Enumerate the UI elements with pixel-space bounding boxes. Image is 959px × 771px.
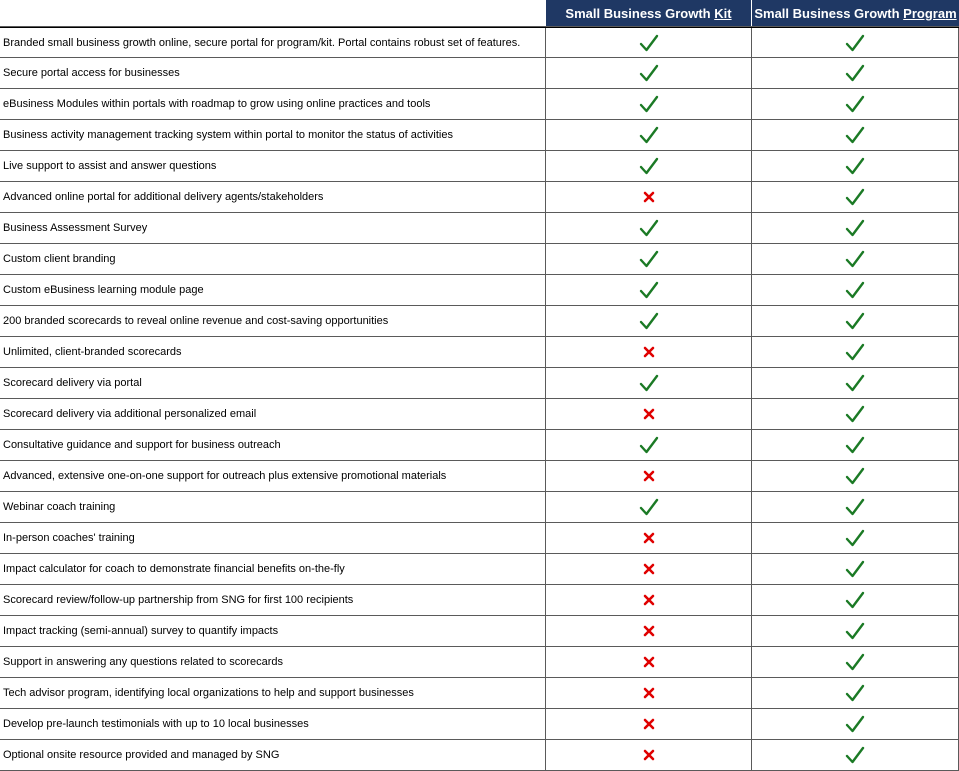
program-cell: [751, 213, 959, 243]
checkmark-icon: [845, 64, 865, 82]
checkmark-icon: [845, 591, 865, 609]
header-program-prefix: Small Business Growth: [754, 5, 904, 21]
checkmark-icon: [845, 467, 865, 485]
cross-icon: [643, 594, 655, 606]
checkmark-icon: [845, 684, 865, 702]
feature-label: Live support to assist and answer questions: [3, 160, 217, 172]
checkmark-icon: [639, 498, 659, 516]
checkmark-icon: [845, 529, 865, 547]
table-row: [0, 399, 959, 430]
feature-label: Advanced, extensive one-on-one support for outreach plus extensive promotional materials: [3, 470, 447, 482]
checkmark-icon: [845, 498, 865, 516]
checkmark-icon: [845, 715, 865, 733]
feature-label: Impact calculator for coach to demonstrate financial benefits on-the-fly: [3, 563, 345, 575]
checkmark-icon: [639, 219, 659, 237]
feature-label: Scorecard review/follow-up partnership from SNG for first 100 recipients: [3, 594, 354, 606]
kit-cell: [545, 120, 751, 150]
kit-cell: [545, 616, 751, 646]
checkmark-icon: [845, 405, 865, 423]
table-row: [0, 182, 959, 213]
feature-label: Custom client branding: [3, 253, 116, 265]
cross-icon: [643, 687, 655, 699]
checkmark-icon: [845, 250, 865, 268]
table-row: [0, 647, 959, 678]
program-cell: [751, 275, 959, 305]
program-cell: [751, 151, 959, 181]
checkmark-icon: [639, 312, 659, 330]
kit-cell: [545, 275, 751, 305]
kit-cell: [545, 306, 751, 336]
cross-icon: [643, 625, 655, 637]
kit-cell: [545, 213, 751, 243]
program-cell: [751, 461, 959, 491]
kit-cell: [545, 368, 751, 398]
checkmark-icon: [639, 95, 659, 113]
program-cell: [751, 182, 959, 212]
cross-icon: [643, 191, 655, 203]
feature-label: Optional onsite resource provided and managed by SNG: [3, 749, 280, 761]
program-cell: [751, 554, 959, 584]
cross-icon: [643, 563, 655, 575]
table-row: [0, 368, 959, 399]
checkmark-icon: [639, 250, 659, 268]
kit-cell: [545, 28, 751, 57]
header-kit: [545, 0, 751, 26]
table-row: [0, 430, 959, 461]
feature-label: Consultative guidance and support for business outreach: [3, 439, 281, 451]
table-row: [0, 709, 959, 740]
cross-icon: [643, 718, 655, 730]
program-cell: [751, 399, 959, 429]
kit-cell: [545, 244, 751, 274]
table-row: [0, 554, 959, 585]
checkmark-icon: [845, 34, 865, 52]
table-row: [0, 275, 959, 306]
table-row: [0, 461, 959, 492]
checkmark-icon: [845, 126, 865, 144]
feature-label: Webinar coach training: [3, 501, 116, 513]
header-kit-prefix: Small Business Growth: [565, 5, 715, 21]
kit-cell: [545, 709, 751, 739]
header-blank-cell: [0, 0, 545, 26]
table-row: [0, 492, 959, 523]
cross-icon: [643, 470, 655, 482]
kit-cell: [545, 89, 751, 119]
checkmark-icon: [845, 746, 865, 764]
checkmark-icon: [845, 374, 865, 392]
program-cell: [751, 368, 959, 398]
feature-label: Business Assessment Survey: [3, 222, 148, 234]
checkmark-icon: [845, 343, 865, 361]
header-program-word: Program: [903, 5, 957, 21]
table-header: [0, 0, 959, 26]
table-row: [0, 27, 959, 58]
checkmark-icon: [845, 436, 865, 454]
program-cell: [751, 492, 959, 522]
cross-icon: [643, 656, 655, 668]
program-cell: [751, 430, 959, 460]
feature-label: Secure portal access for businesses: [3, 67, 180, 79]
checkmark-icon: [845, 188, 865, 206]
program-cell: [751, 709, 959, 739]
checkmark-icon: [845, 95, 865, 113]
kit-cell: [545, 58, 751, 88]
kit-cell: [545, 523, 751, 553]
checkmark-icon: [639, 281, 659, 299]
table-row: [0, 244, 959, 275]
kit-cell: [545, 492, 751, 522]
feature-label: Impact tracking (semi-annual) survey to quantify impacts: [3, 625, 279, 637]
kit-cell: [545, 554, 751, 584]
kit-cell: [545, 430, 751, 460]
checkmark-icon: [845, 653, 865, 671]
table-row: [0, 740, 959, 771]
program-cell: [751, 678, 959, 708]
kit-cell: [545, 678, 751, 708]
program-cell: [751, 616, 959, 646]
checkmark-icon: [639, 374, 659, 392]
feature-label: In-person coaches' training: [3, 532, 135, 544]
header-program: [751, 0, 959, 26]
cross-icon: [643, 532, 655, 544]
kit-cell: [545, 337, 751, 367]
table-row: [0, 120, 959, 151]
feature-label: Scorecard delivery via portal: [3, 377, 142, 389]
feature-label: Scorecard delivery via additional personalized email: [3, 408, 257, 420]
kit-cell: [545, 151, 751, 181]
table-row: [0, 337, 959, 368]
feature-label: Business activity management tracking system within portal to monitor the status of activities: [3, 129, 453, 141]
table-row: [0, 678, 959, 709]
table-row: [0, 585, 959, 616]
program-cell: [751, 585, 959, 615]
table-row: [0, 151, 959, 182]
table-row: [0, 58, 959, 89]
checkmark-icon: [639, 157, 659, 175]
program-cell: [751, 337, 959, 367]
kit-cell: [545, 647, 751, 677]
cross-icon: [643, 346, 655, 358]
kit-cell: [545, 740, 751, 770]
checkmark-icon: [845, 622, 865, 640]
feature-label: Unlimited, client-branded scorecards: [3, 346, 182, 358]
feature-label: eBusiness Modules within portals with roadmap to grow using online practices and tools: [3, 98, 431, 110]
feature-label: Support in answering any questions related to scorecards: [3, 656, 284, 668]
feature-label: 200 branded scorecards to reveal online revenue and cost-saving opportunities: [3, 315, 389, 327]
cross-icon: [643, 749, 655, 761]
table-row: [0, 306, 959, 337]
feature-label: Tech advisor program, identifying local organizations to help and support businesses: [3, 687, 414, 699]
cross-icon: [643, 408, 655, 420]
kit-cell: [545, 585, 751, 615]
feature-label: Develop pre-launch testimonials with up to 10 local businesses: [3, 718, 309, 730]
table-row: [0, 213, 959, 244]
checkmark-icon: [639, 64, 659, 82]
program-cell: [751, 647, 959, 677]
feature-label: Branded small business growth online, secure portal for program/kit. Portal contains robust set of features.: [3, 36, 521, 49]
program-cell: [751, 89, 959, 119]
checkmark-icon: [845, 560, 865, 578]
table-body: [0, 26, 959, 771]
kit-cell: [545, 399, 751, 429]
table-row: [0, 89, 959, 120]
checkmark-icon: [845, 281, 865, 299]
table-row: [0, 523, 959, 554]
program-cell: [751, 58, 959, 88]
feature-label: Custom eBusiness learning module page: [3, 284, 204, 296]
kit-cell: [545, 461, 751, 491]
kit-cell: [545, 182, 751, 212]
checkmark-icon: [845, 157, 865, 175]
program-cell: [751, 306, 959, 336]
program-cell: [751, 244, 959, 274]
checkmark-icon: [845, 219, 865, 237]
program-cell: [751, 28, 959, 57]
header-kit-word: Kit: [714, 5, 732, 21]
checkmark-icon: [639, 126, 659, 144]
checkmark-icon: [639, 34, 659, 52]
feature-label: Advanced online portal for additional delivery agents/stakeholders: [3, 191, 324, 203]
checkmark-icon: [845, 312, 865, 330]
program-cell: [751, 523, 959, 553]
program-cell: [751, 740, 959, 770]
program-cell: [751, 120, 959, 150]
checkmark-icon: [639, 436, 659, 454]
table-row: [0, 616, 959, 647]
